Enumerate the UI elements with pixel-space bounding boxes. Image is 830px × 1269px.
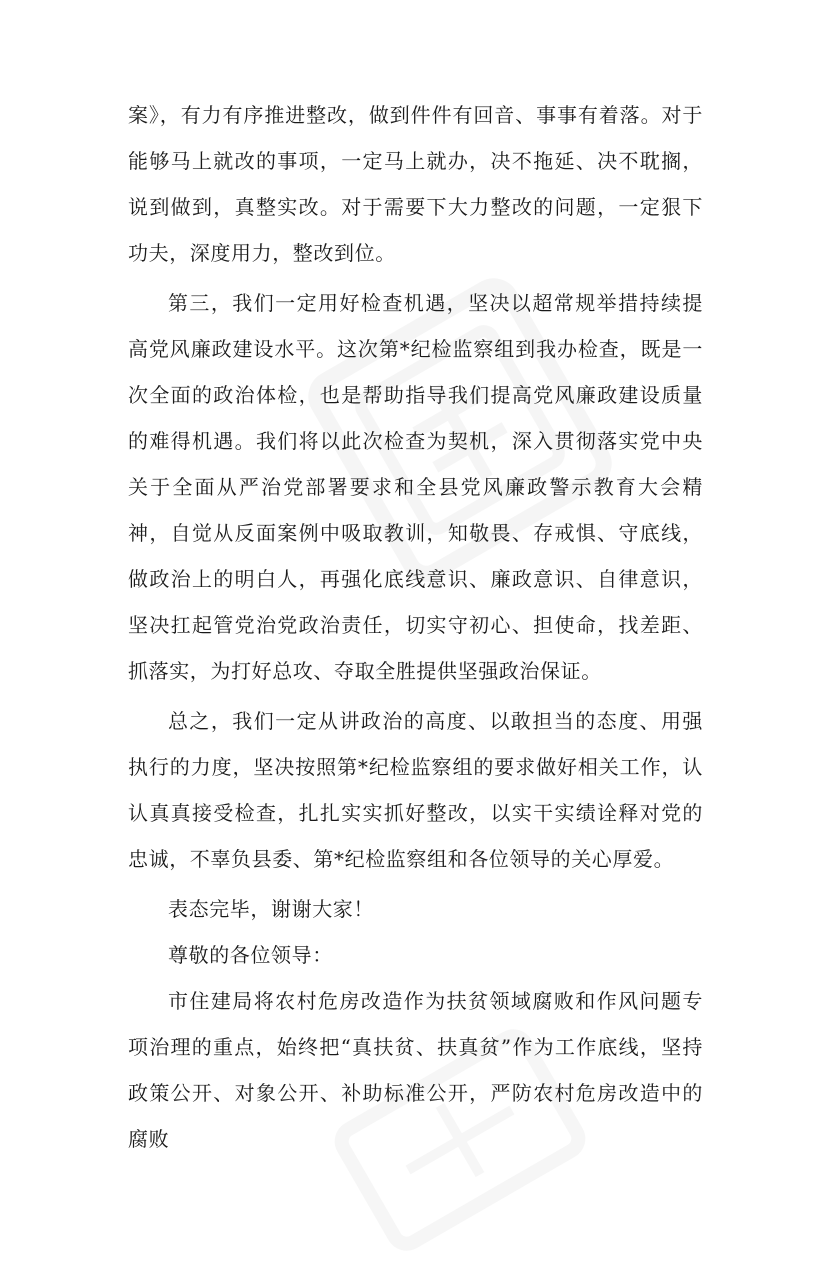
paragraph-rectification: 案》，有力有序推进整改，做到件件有回音、事事有着落。对于能够马上就改的事项，一定马上就办，决不拖延、决不耽搁，说到做到，真整实改。对于需要下大力整改的问题，一定狠下功夫，深度用力，整改到位。 [128, 103, 703, 265]
document-body [128, 92, 703, 1162]
paragraph-closing: 表态完毕，谢谢大家！ [168, 897, 374, 921]
paragraph-third-point: 第三，我们一定用好检查机遇，坚决以超常规举措持续提高党风廉政建设水平。这次第*纪检监察组到我办检查，既是一次全面的政治体检，也是帮助指导我们提高党风廉政建设质量的难得机遇。我们将以此次检查为契机，深入贯彻落实党中央关于全面从严治党部署要求和全县党风廉政警示教育大会精神，自觉从反面案例中吸取教训，知敬畏、存戒惧、守底线，做政治上的明白人，再强化底线意识、廉政意识、自律意识，坚决扛起管党治党政治责任，切实守初心、担使命，找差距、抓落实，为打好总攻、夺取全胜提供坚强政治保证。 [128, 291, 703, 683]
paragraph-housing-bureau: 市住建局将农村危房改造作为扶贫领域腐败和作风问题专项治理的重点，始终把“真扶贫、扶真贫”作为工作底线，坚持政策公开、对象公开、补助标准公开，严防农村危房改造中的腐败 [128, 989, 703, 1151]
paragraph-summary: 总之，我们一定从讲政治的高度、以敢担当的态度、用强执行的力度，坚决按照第*纪检监察组的要求做好相关工作，认认真真接受检查，扎扎实实抓好整改，以实干实绩诠释对党的忠诚，不辜负县委、第*纪检监察组和各位领导的关心厚爱。 [128, 709, 703, 871]
paragraph-salutation: 尊敬的各位领导： [168, 943, 333, 967]
